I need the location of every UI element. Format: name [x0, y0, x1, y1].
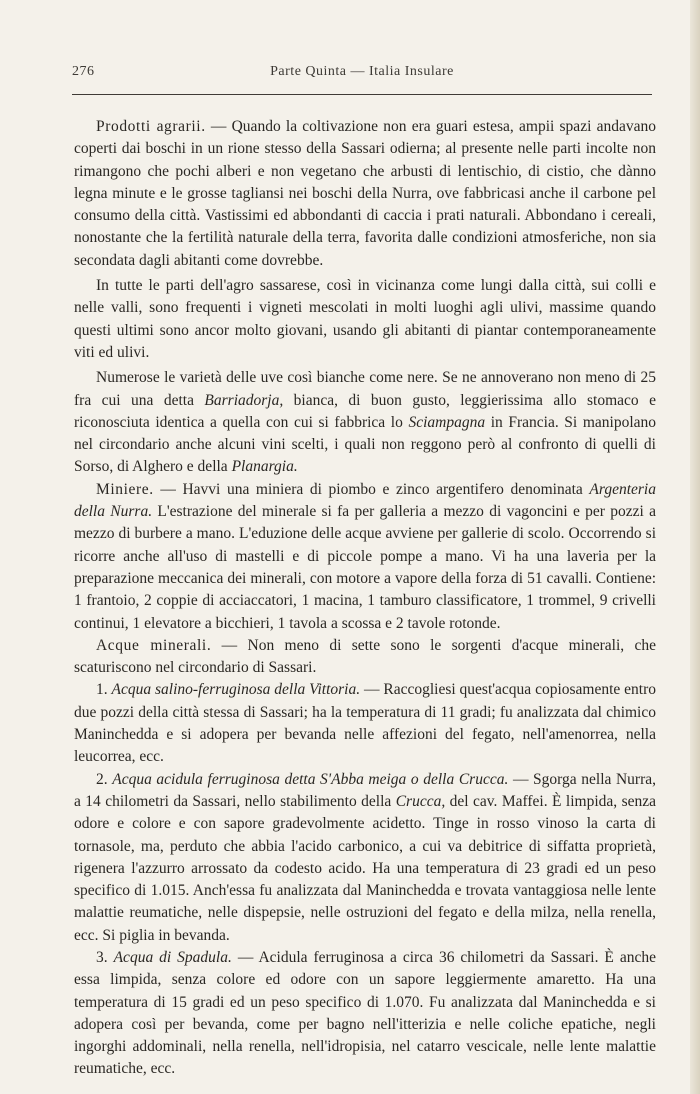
- paragraph-text: del cav. Maffei. È limpida, senza odore e colore e con sapore gradevolmente acidetto. Tinge in rosso vinoso la carta di tornasole, ma, perduto che abbia l'acido carbonico, a cui va debitrice di siffatta proprietà, rigenera l'azzurro arrossato da codesto acido. Ha una temperatura di 23 gradi ed un peso specifico di 1.015. Anch'essa fu analizzata dal Maninchedda e trovata vantaggiosa nelle lente malattie reumatiche, nelle dispepsie, nelle ostruzioni del fegato e della milza, nella renella, ecc. Si piglia in bevanda.: [74, 792, 657, 944]
- paragraph-varieta-uve: [74, 367, 656, 478]
- italic-term: Sciampagna: [408, 413, 486, 431]
- item-number: 2.: [96, 770, 113, 788]
- paragraph-text: — Acidula ferruginosa a circa 36 chilometri da Sassari. È anche essa limpida, senza colore ed odore con un sapore leggiermente amaretto. Ha una temperatura di 15 gradi ed un peso specifico di 1.070. Fu analizzata dal Maninchedda e si adopera così per bevanda, come per bagno nell'itterizia e nelle coliche epatiche, negli ingorghi addominali, nella renella, nell'idropisia, nel catarro vescicale, nelle lente malattie reumatiche, ecc.: [74, 948, 657, 1078]
- paragraph-text: in Francia. Si manipolano nel circondario anche alcuni vini scelti, i quali non reggono però al confronto di quelli di Sorso, di Alghero e della: [74, 413, 657, 476]
- section-heading: Miniere.: [96, 480, 154, 498]
- italic-term: Argenteria della Nurra.: [74, 480, 656, 521]
- italic-term: Barriadorja,: [204, 391, 284, 409]
- italic-term: Acqua acidula ferruginosa detta S'Abba meiga o della Crucca.: [112, 770, 509, 788]
- paragraph-prodotti-agrarii: [74, 116, 656, 272]
- body-text: [74, 116, 656, 1081]
- paragraph-vigneti: [74, 275, 656, 364]
- item-number: 1.: [96, 681, 112, 699]
- paragraph-text: — Sgorga nella Nurra, a 14 chilometri da Sassari, nello stabilimento della: [74, 770, 657, 810]
- section-heading: Acque minerali.: [96, 636, 212, 654]
- paragraph-acqua-crucca: [74, 769, 656, 947]
- paragraph-text: In tutte le parti dell'agro sassarese, così in vicinanza come lungi dalla città, sui colli e nelle valli, sono frequenti i vigneti mescolati in molti luoghi agli ulivi, massime quando questi ultimi sono ancor molto giovani, usando gli abitanti di piantar contemporaneamente viti ed ulivi.: [74, 277, 656, 361]
- paragraph-miniere: [74, 479, 656, 635]
- paragraph-acqua-vittoria: [74, 679, 656, 768]
- paragraph-text: — Non meno di sette sono le sorgenti d'acque minerali, che scaturiscono nel circondario di Sassari.: [74, 636, 656, 677]
- italic-term: Planargia.: [231, 458, 298, 476]
- italic-term: Acqua salino-ferruginosa della Vittoria.: [111, 681, 361, 699]
- page-edge: [690, 0, 700, 1094]
- italic-term: Crucca,: [395, 792, 446, 810]
- item-number: 3.: [96, 948, 114, 966]
- paragraph-text: L'estrazione del minerale si fa per galleria a mezzo di vagoncini e per pozzi a mezzo di burbere a mano. L'eduzione delle acque avviene per gallerie di scolo. Occorrendo si ricorre anche all'uso di mastelli e di piccole pompe a mano. Vi ha una laveria per la preparazione meccanica dei minerali, con motore a vapore della forza di 51 cavalli. Contiene: 1 frantoio, 2 coppie di acciaccatori, 1 macina, 1 tamburo classificatore, 1 trommel, 9 crivelli continui, 1 elevatore a bicchieri, 1 tavola a scossa e 2 tavole rotonde.: [74, 503, 656, 632]
- paragraph-text: — Raccogliesi quest'acqua copiosamente entro due pozzi della città stessa di Sassari; ha la temperatura di 11 gradi; fu analizzata dal chimico Maninchedda e si adopera per bevanda nelle affezioni del fegato, nell'amenorrea, nella leucorrea, ecc.: [74, 681, 657, 766]
- header-rule: [72, 94, 652, 95]
- paragraph-acqua-spadula: [74, 947, 656, 1081]
- paragraph-acque-minerali: [74, 635, 656, 680]
- paragraph-text: Numerose le varietà delle uve così bianche come nere. Se ne annoverano non meno di 25 fra cui una detta: [74, 369, 656, 409]
- section-heading: Prodotti agrarii.: [96, 118, 206, 135]
- italic-term: Acqua di Spadula.: [113, 948, 232, 966]
- page-header: [72, 64, 652, 86]
- running-head: Parte Quinta — Italia Insulare: [270, 64, 454, 79]
- paragraph-text: bianca, di buon gusto, leggierissima allo stomaco e riconosciuta identica a quella con cui si fabbrica lo: [74, 391, 657, 431]
- page-number: 276: [72, 64, 95, 79]
- paragraph-text: — Quando la coltivazione non era guari estesa, ampii spazi andavano coperti dai boschi in un rione stesso della Sassari odierna; al presente nelle parti incolte non rimangono che pochi alberi e non vegetano che arbusti di lentischio, di cistio, che dànno legna minute e le grosse tagliansi nei boschi della Nurra, ove fabbricasi anche il carbone pel consumo della città. Vastissimi ed abbondanti di caccia i prati naturali. Abbondano i cereali, nonostante che la fertilità naturale della terra, favorita dalle condizioni atmosferiche, non sia secondata dagli abitanti come dovrebbe.: [74, 118, 656, 269]
- paragraph-text: — Havvi una miniera di piombo e zinco argentifero denominata: [153, 480, 590, 498]
